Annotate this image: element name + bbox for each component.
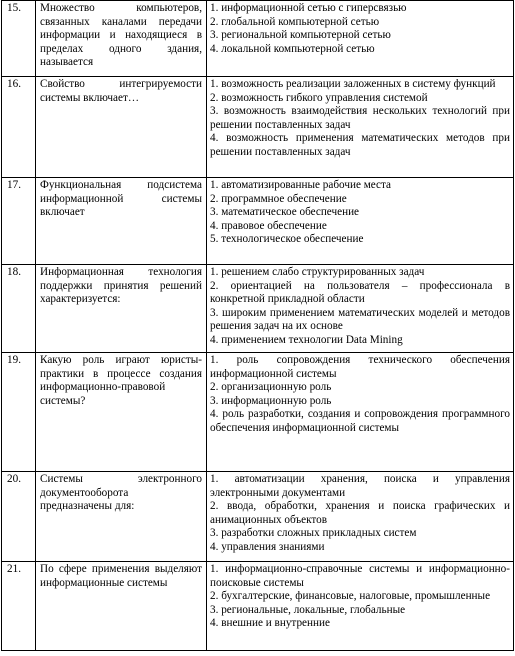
answer-option: 2. программное обеспечение [210,192,347,205]
answer-option: 4. внешние и внутренние [210,617,330,629]
question-row-16 [2,77,514,178]
question-text: Системы электронного документооборота предназначены для: [36,472,207,562]
answer-option: 4. возможность применения математических методов при решении поставленных задач [210,132,510,158]
answer-options [207,472,514,562]
answer-option: 4. правовое обеспечение [210,219,327,232]
answer-option: 3. разработки сложных прикладных систем [210,527,417,539]
question-text: Информационная технология поддержки принятия решений характеризуется: [36,265,207,353]
question-number: 20. [2,472,36,562]
answer-option: 1. информационной сетью с гиперсвязью [210,2,407,14]
questions-table [1,0,514,651]
question-text: Свойство интегрируемости системы включает… [36,77,207,178]
answer-option: 1. информационно-справочные системы и информационно-поисковые системы [210,563,510,589]
question-number: 16. [2,77,36,178]
answer-option: 2. глобальной компьютерной сетью [210,15,380,28]
answer-option: 3. информационную роль [210,394,332,407]
answer-option: 5. технологическое обеспечение [210,233,364,245]
question-number: 17. [2,178,36,265]
answer-option: 3. возможность взаимодействия нескольких технологий при решении поставленных задач [210,105,510,131]
answer-option: 4. применением технологии Data Mining [210,333,403,346]
question-row-20 [2,472,514,562]
question-row-17 [2,178,514,265]
answer-options [207,77,514,178]
answer-option: 2. организационную роль [210,381,332,393]
answer-option: 2. ввода, обработки, хранения и поиска графических и анимационных объектов [210,500,510,526]
question-row-15 [2,1,514,77]
answer-options [207,562,514,651]
question-number: 15. [2,1,36,77]
answer-options [207,1,514,77]
answer-option: 3. региональной компьютерной сетью [210,29,391,41]
answer-option: 1. возможность реализации заложенных в систему функций [210,78,496,90]
question-row-21 [2,562,514,651]
question-text: Множество компьютеров, связанных каналами передачи информации и находящиеся в пределах одного здания, называется [36,1,207,77]
answer-option: 1. решением слабо структурированных задач [210,266,425,278]
answer-option: 2. ориентацией на пользователя – профессионала в конкретной прикладной области [210,279,510,305]
answer-option: 1. роль сопровождения технического обеспечения информационной системы [210,354,510,380]
answer-option: 4. управления знаниями [210,540,325,553]
answer-option: 3. региональные, локальные, глобальные [210,603,406,616]
question-row-19 [2,353,514,472]
answer-options [207,178,514,265]
answer-option: 4. локальной компьютерной сетью [210,42,375,55]
question-text: Функциональная подсистема информационной системы включает [36,178,207,265]
answer-option: 4. роль разработки, создания и сопровождения программного обеспечения информационной системы [210,408,510,434]
question-text: Какую роль играют юристы-практики в процессе создания информационно-правовой системы? [36,353,207,472]
answer-options [207,265,514,353]
answer-options [207,353,514,472]
answer-option: 2. возможность гибкого управления системой [210,91,428,104]
question-number: 18. [2,265,36,353]
question-number: 19. [2,353,36,472]
answer-option: 1. автоматизированные рабочие места [210,179,391,191]
answer-option: 1. автоматизации хранения, поиска и управления электронными документами [210,473,510,499]
question-row-18 [2,265,514,353]
answer-option: 3. математическое обеспечение [210,206,360,218]
answer-option: 3. широким применением математических моделей и методов решения задач на их основе [210,306,510,332]
question-number: 21. [2,562,36,651]
question-text: По сфере применения выделяют информационные системы [36,562,207,651]
answer-option: 2. бухгалтерские, финансовые, налоговые, промышленные [210,590,491,602]
